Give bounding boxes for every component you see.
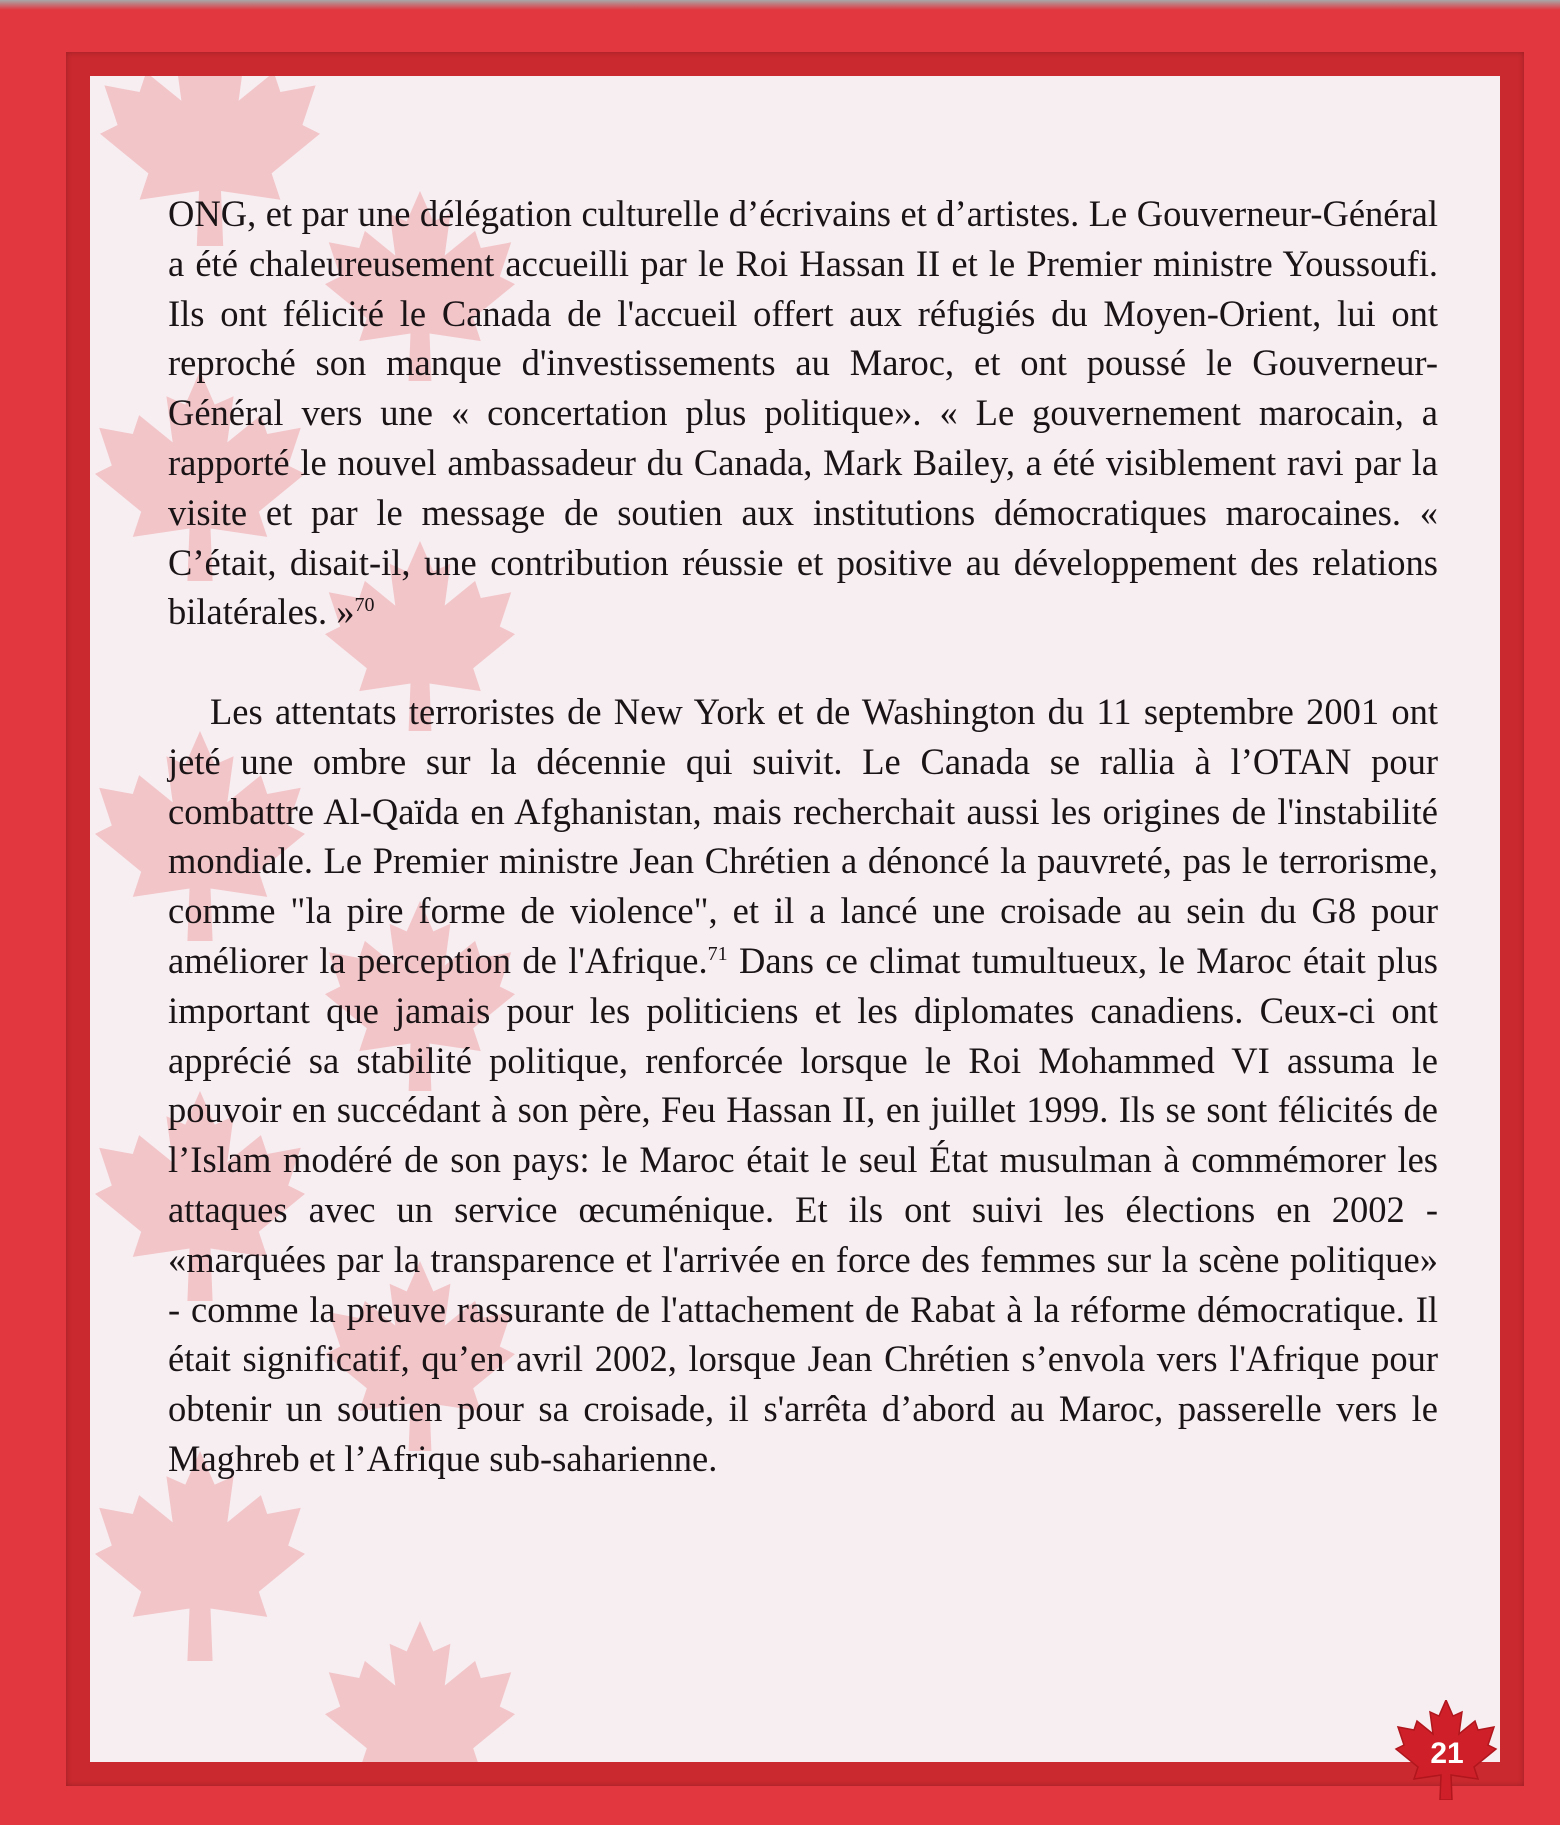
- footnote-ref: 71: [707, 942, 728, 965]
- maple-leaf-icon: [325, 1621, 515, 1762]
- page-number: 21: [1430, 1737, 1464, 1770]
- paragraph-text: Les attentats terroristes de New York et de Washington du 11 septembre 2001 ont jeté une ombre sur la décennie qui suivit. Le Canada se rallia à l’OTAN pour combattre Al-Qaïda en Afghanistan, mais recherchait aussi les origines de l'instabilité mondiale. Le Premier ministre Jean Chrétien a dénoncé la pauvreté, pas le terrorisme, comme "la pire forme de violence", et il a lancé une croisade au sein du G8 pour améliorer la perception de l'Afrique.: [168, 690, 1438, 981]
- body-text: [168, 189, 1438, 1484]
- footnote-ref: 70: [354, 594, 375, 617]
- document-page: [90, 76, 1500, 1762]
- top-edge-shadow: [0, 0, 1560, 10]
- paragraph: [168, 189, 1438, 637]
- paragraph: [168, 687, 1438, 1484]
- paragraph-text: ONG, et par une délégation culturelle d’écrivains et d’artistes. Le Gouverneur-Général a été chaleureusement accueilli par le Roi Hassan II et le Premier ministre Youssoufi. Ils ont félicité le Canada de l'accueil offert aux réfugiés du Moyen-Orient, lui ont reproché son manque d'investissements au Maroc, et ont poussé le Gouverneur-Général vers une « concertation plus politique». « Le gouvernement marocain, a rapporté le nouvel ambassadeur du Canada, Mark Bailey, a été visiblement ravi par la visite et par le message de soutien aux institutions démocratiques marocaines. « C’était, disait-il, une contribution réussie et positive au développement des relations bilatérales. »: [168, 193, 1438, 633]
- paragraph-text: Dans ce climat tumultueux, le Maroc était plus important que jamais pour les politiciens et les diplomates canadiens. Ceux-ci ont apprécié sa stabilité politique, renforcée lorsque le Roi Mohammed VI assuma le pouvoir en succédant à son père, Feu Hassan II, en juillet 1999. Ils se sont félicités de l’Islam modéré de son pays: le Maroc était le seul État musulman à commémorer les attaques avec un service œcuménique. Et ils ont suivi les élections en 2002 - «marquées par la transparence et l'arrivée en force des femmes sur la scène politique» - comme la preuve rassurante de l'attachement de Rabat à la réforme démocratique. Il était significatif, qu’en avril 2002, lorsque Jean Chrétien s’envola vers l'Afrique pour obtenir un soutien pour sa croisade, il s'arrêta d’abord au Maroc, passerelle vers le Maghreb et l’Afrique sub-saharienne.: [168, 939, 1438, 1479]
